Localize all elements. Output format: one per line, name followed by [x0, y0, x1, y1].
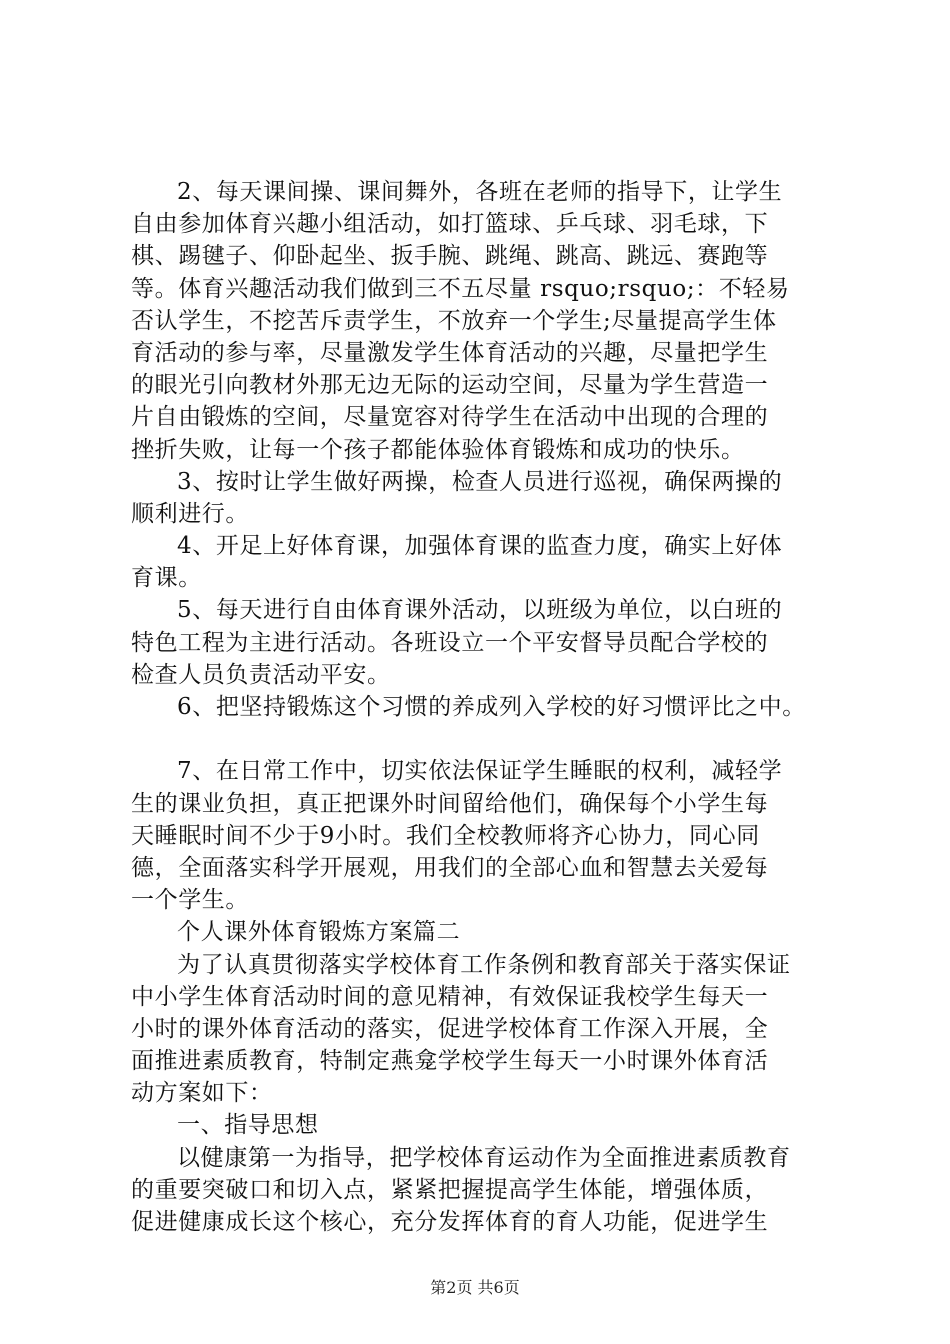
text-line: 顺利进行。 [131, 500, 249, 527]
paragraph-item-6 [131, 691, 843, 723]
text-line: 自由参加体育兴趣小组活动，如打篮球、乒乓球、羽毛球，下 [131, 211, 769, 238]
text-line: 小时的课外体育活动的落实，促进学校体育工作深入开展，全 [131, 1015, 769, 1042]
text-line: 德，全面落实科学开展观，用我们的全部心血和智慧去关爱每 [131, 854, 769, 881]
paragraph-item-4 [131, 530, 843, 594]
text-line: 5、每天进行自由体育课外活动，以班级为单位，以白班的 [177, 597, 783, 624]
paragraph-intro [131, 949, 843, 1110]
text-line: 6、把坚持锻炼这个习惯的养成列入学校的好习惯评比之中。 [177, 694, 806, 720]
paragraph-spacer [131, 723, 843, 755]
document-body [131, 176, 843, 1238]
paragraph-item-2 [131, 176, 843, 466]
text-line: 以健康第一为指导，把学校体育运动作为全面推进素质教育 [177, 1144, 791, 1171]
text-line: 特色工程为主进行活动。各班设立一个平安督导员配合学校的 [131, 629, 769, 656]
text-line: 否认学生，不挖苦斥责学生，不放弃一个学生;尽量提高学生体 [131, 307, 777, 334]
text-line: 面推进素质教育，特制定燕龛学校学生每天一小时课外体育活 [131, 1048, 769, 1075]
text-line: 动方案如下： [131, 1080, 273, 1107]
text-line: 4、开足上好体育课，加强体育课的监查力度，确实上好体 [177, 533, 783, 560]
text-line: 等。体育兴趣活动我们做到三不五尽量 rsquo;rsquo;：不轻易 [131, 275, 790, 302]
text-line: 2、每天课间操、课间舞外，各班在老师的指导下，让学生 [177, 179, 783, 205]
paragraph-item-7 [131, 755, 843, 916]
text-line: 促进健康成长这个核心，充分发挥体育的育人功能，促进学生 [131, 1209, 769, 1235]
text-line: 片自由锻炼的空间，尽量宽容对待学生在活动中出现的合理的 [131, 404, 769, 431]
section-heading [131, 916, 843, 948]
text-line: 育活动的参与率，尽量激发学生体育活动的兴趣，尽量把学生 [131, 339, 769, 366]
paragraph-item-5 [131, 594, 843, 691]
heading-text: 一、指导思想 [177, 1112, 319, 1139]
page-footer [0, 1278, 950, 1298]
text-line: 中小学生体育活动时间的意见精神，有效保证我校学生每天一 [131, 983, 769, 1010]
text-line: 7、在日常工作中，切实依法保证学生睡眠的权利，减轻学 [177, 758, 783, 785]
paragraph-item-3 [131, 466, 843, 530]
text-line: 育课。 [131, 565, 202, 592]
page-number: 第2页 共6页 [430, 1278, 520, 1297]
text-line: 为了认真贯彻落实学校体育工作条例和教育部关于落实保证 [177, 951, 791, 978]
heading-text: 个人课外体育锻炼方案篇二 [177, 919, 461, 946]
text-line: 生的课业负担，真正把课外时间留给他们，确保每个小学生每 [131, 790, 769, 817]
text-line: 挫折失败，让每一个孩子都能体验体育锻炼和成功的快乐。 [131, 436, 745, 463]
text-line: 的重要突破口和切入点，紧紧把握提高学生体能，增强体质， [131, 1176, 769, 1203]
text-line: 3、按时让学生做好两操，检查人员进行巡视，确保两操的 [177, 468, 783, 495]
text-line: 一个学生。 [131, 887, 249, 914]
paragraph-guiding-idea [131, 1142, 843, 1239]
text-line: 天睡眠时间不少于9小时。我们全校教师将齐心协力，同心同 [131, 822, 760, 849]
subsection-heading [131, 1109, 843, 1141]
text-line: 检查人员负责活动平安。 [131, 661, 391, 688]
text-line: 棋、踢毽子、仰卧起坐、扳手腕、跳绳、跳高、跳远、赛跑等 [131, 243, 769, 270]
text-line: 的眼光引向教材外那无边无际的运动空间，尽量为学生营造一 [131, 372, 769, 399]
